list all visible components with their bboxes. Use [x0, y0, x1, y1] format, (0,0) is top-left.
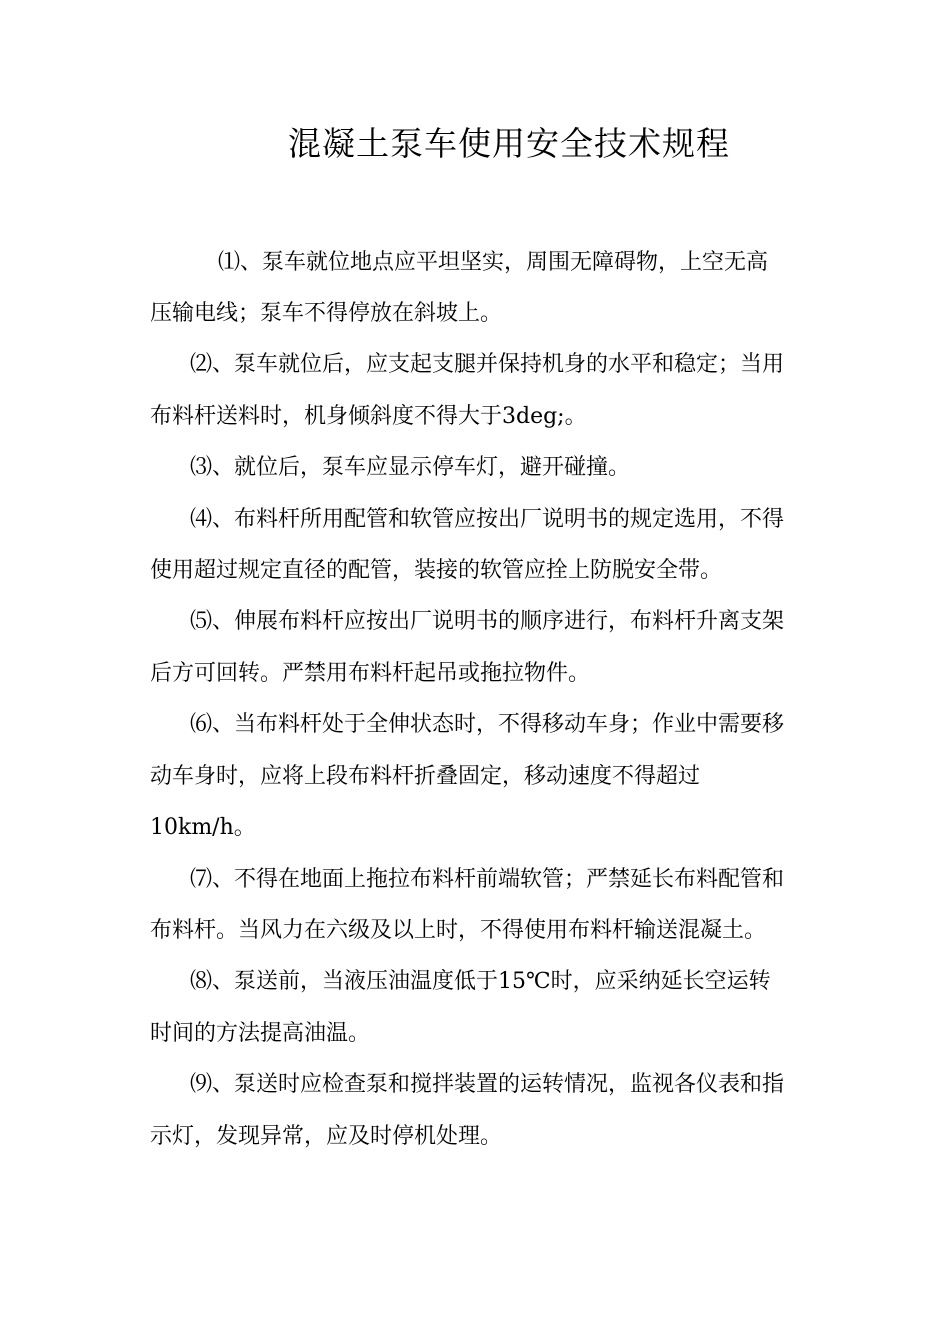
rule-1-line-1: ⑴、泵车就位地点应平坦坚实，周围无障碍物，上空无高 [218, 250, 769, 275]
rule-2-line-1: ⑵、泵车就位后，应支起支腿并保持机身的水平和稳定；当用 [190, 352, 785, 377]
rule-5-line-1: ⑸、伸展布料杆应按出厂说明书的顺序进行，布料杆升离支架 [190, 609, 785, 634]
rule-5-line-2: 后方可回转。严禁用布料杆起吊或拖拉物件。 [150, 661, 591, 686]
rule-8-line-2: 时间的方法提高油温。 [150, 1021, 371, 1046]
rule-9-line-1: ⑼、泵送时应检查泵和搅拌装置的运转情况，监视各仪表和指 [190, 1072, 785, 1097]
rule-7-line-2: 布料杆。当风力在六级及以上时，不得使用布料杆输送混凝土。 [150, 918, 767, 943]
rule-3-line-1: ⑶、就位后，泵车应显示停车灯，避开碰撞。 [190, 455, 631, 480]
rule-4-line-1: ⑷、布料杆所用配管和软管应按出厂说明书的规定选用，不得 [190, 507, 785, 532]
rule-7-line-1: ⑺、不得在地面上拖拉布料杆前端软管；严禁延长布料配管和 [190, 867, 785, 892]
rule-2-line-2: 布料杆送料时，机身倾斜度不得大于3deg;。 [150, 404, 587, 429]
rule-6-line-2: 动车身时，应将上段布料杆折叠固定，移动速度不得超过 [150, 764, 701, 789]
rule-9-line-2: 示灯，发现异常，应及时停机处理。 [150, 1124, 503, 1149]
document-title: 混凝土泵车使用安全技术规程 [288, 124, 730, 163]
rule-1-line-2: 压输电线；泵车不得停放在斜坡上。 [150, 301, 503, 326]
rule-4-line-2: 使用超过规定直径的配管，装接的软管应拴上防脱安全带。 [150, 558, 723, 583]
rule-6-line-1: ⑹、当布料杆处于全伸状态时，不得移动车身；作业中需要移 [190, 712, 785, 737]
rule-8-line-1: ⑻、泵送前，当液压油温度低于15℃时，应采纳延长空运转 [190, 969, 771, 994]
rule-6-line-3: 10km/h。 [150, 815, 256, 840]
